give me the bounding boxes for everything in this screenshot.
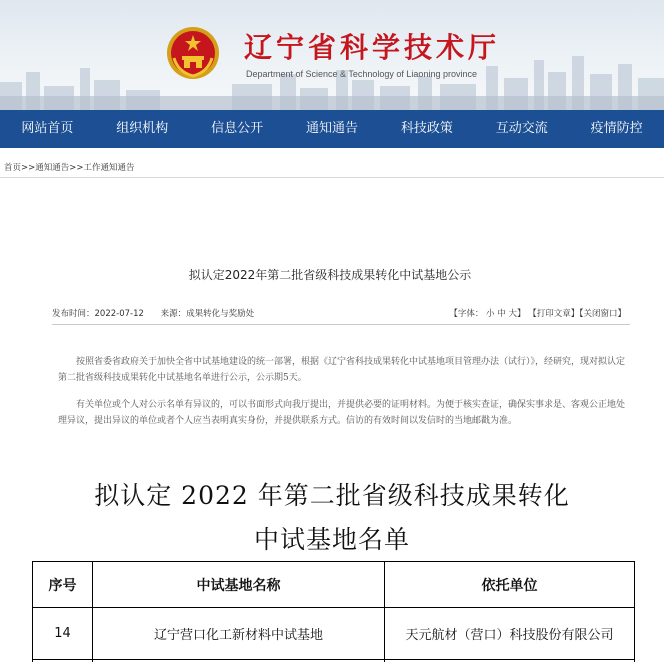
nav-item-epidemic[interactable]: 疫情防控 bbox=[590, 121, 643, 136]
font-size-label-close: 】 bbox=[517, 309, 526, 319]
header-banner bbox=[0, 0, 664, 110]
breadcrumb[interactable]: 首页>>通知通告>>工作通知通告 bbox=[4, 163, 135, 173]
article-source: 来源：成果转化与奖励处 bbox=[160, 309, 255, 319]
article-paragraph-2: 有关单位或个人对公示名单有异议的，可以书面形式向我厅提出，并提供必要的证明材料。为便于核实查证，确保实事求是、客观公正地处理异议，提出异议的单位或者个人应当表明真实身份，并提供联系方式。信访的有效时间以发信时的当地邮戳为准。 bbox=[58, 400, 626, 426]
list-title-line-2: 中试基地名单 bbox=[253, 525, 410, 554]
close-window-link[interactable]: 【关闭窗口】 bbox=[579, 309, 626, 319]
header-host-unit: 依托单位 bbox=[385, 562, 635, 608]
cell-base-name: 辽宁营口化工新材料中试基地 bbox=[93, 608, 385, 660]
article-title: 拟认定2022年第二批省级科技成果转化中试基地公示 bbox=[188, 268, 472, 282]
site-name-english: Department of Science & Technology of Liaoning province bbox=[246, 69, 477, 79]
main-nav bbox=[0, 110, 664, 148]
article-paragraph-1: 按照省委省政府关于加快全省中试基地建设的统一部署，根据《辽宁省科技成果转化中试基地项目管理办法（试行）》，经研究，现对拟认定第二批省级科技成果转化中试基地名单进行公示，公示期5天。 bbox=[58, 357, 626, 383]
base-list-table bbox=[32, 561, 635, 662]
nav-item-home[interactable]: 网站首页 bbox=[21, 121, 74, 136]
site-name: 辽宁省科学技术厅 bbox=[244, 31, 501, 64]
meta-divider bbox=[52, 324, 630, 325]
table-header-row bbox=[33, 562, 635, 608]
article-tools bbox=[449, 307, 626, 319]
breadcrumb-divider bbox=[0, 177, 664, 178]
article bbox=[4, 196, 656, 458]
list-title-line-1: 拟认定 2022 年第二批省级科技成果转化 bbox=[94, 481, 570, 510]
print-article-link[interactable]: 【打印文章】 bbox=[528, 309, 580, 319]
font-large-link[interactable]: 大 bbox=[508, 309, 517, 319]
table-row bbox=[33, 608, 635, 660]
nav-item-info-disclosure[interactable]: 信息公开 bbox=[211, 121, 264, 136]
nav-item-policy[interactable]: 科技政策 bbox=[400, 121, 453, 136]
cell-host-unit: 天元航材（营口）科技股份有限公司 bbox=[385, 608, 635, 660]
font-small-link[interactable]: 小 bbox=[486, 309, 495, 319]
header-base-name: 中试基地名称 bbox=[93, 562, 385, 608]
font-size-label: 【字体： bbox=[449, 309, 484, 319]
national-emblem-icon bbox=[166, 26, 220, 80]
font-medium-link[interactable]: 中 bbox=[497, 309, 506, 319]
nav-item-notices[interactable]: 通知通告 bbox=[306, 121, 359, 136]
nav-item-organization[interactable]: 组织机构 bbox=[116, 121, 169, 136]
list-title bbox=[0, 474, 664, 562]
article-meta bbox=[52, 307, 268, 319]
cell-index: 14 bbox=[33, 608, 93, 660]
header-index: 序号 bbox=[33, 562, 93, 608]
publish-date: 发布时间：2022-07-12 bbox=[52, 309, 144, 319]
nav-item-interaction[interactable]: 互动交流 bbox=[495, 121, 548, 136]
